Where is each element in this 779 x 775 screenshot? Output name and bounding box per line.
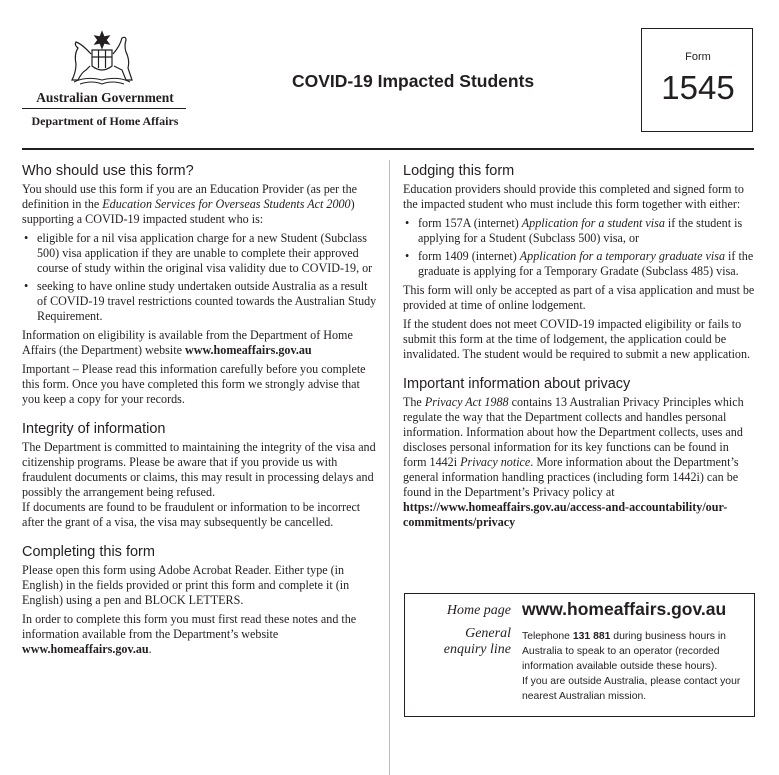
form-1409: form 1409 (internet) xyxy=(418,249,520,263)
lodging-heading: Lodging this form xyxy=(403,163,515,179)
completing-section xyxy=(22,544,378,657)
completing-p2-end: . xyxy=(148,642,152,656)
header-rule xyxy=(22,148,754,150)
website-link[interactable]: www.homeaffairs.gov.au xyxy=(184,343,312,357)
enquiry-label-line-1: General xyxy=(465,626,511,641)
privacy-policy-link[interactable]: https://www.homeaffairs.gov.au/access-and-accountability/our-commitments/privacy xyxy=(403,500,728,529)
privacy-act-reference: Privacy Act 1988 xyxy=(424,395,509,409)
who-intro-text: You should use this form if you are an Education Provider (as per the definition in the xyxy=(22,182,357,211)
privacy-section xyxy=(403,376,755,530)
home-page-link[interactable]: www.homeaffairs.gov.au xyxy=(522,599,727,619)
right-column xyxy=(403,163,755,534)
eligibility-text: Information on eligibility is available from the Department of Home Affairs (the Department) website xyxy=(22,328,353,357)
government-name: Australian Government xyxy=(36,90,174,105)
enquiry-line-label xyxy=(405,626,511,658)
form-157a: form 157A (internet) xyxy=(418,216,522,230)
telephone-number[interactable]: 131 881 xyxy=(572,631,611,642)
website-link-2[interactable]: www.homeaffairs.gov.au xyxy=(22,642,149,656)
integrity-p1: The Department is committed to maintaining the integrity of the visa and citizenship programs. Please be aware that if you provide us with fraudulent documents or claims, this may result in processing delays and possibly the arrangement being refused. xyxy=(22,440,376,499)
form-label: Form xyxy=(685,51,711,63)
enquiry-line-details xyxy=(522,629,750,704)
who-bullet-1: • eligible for a nil visa application charge for a new Student (Subclass 500) visa application if they are unable to complete their approved course of study within the original visa validity due to COVID-19, or xyxy=(22,231,378,276)
outside-australia-info: If you are outside Australia, please contact your nearest Australian mission. xyxy=(522,676,741,702)
government-divider xyxy=(22,108,186,109)
lodging-p3: If the student does not meet COVID-19 impacted eligibility or fails to submit this form at the time of lodgement, the application could be invalidated. The student would be required to submit a new application. xyxy=(403,317,751,361)
student-visa-application: Application for a student visa xyxy=(521,216,665,230)
telephone-hours: during business hours in Australia to speak to an operator (recorded information available outside these hours). xyxy=(522,631,726,672)
lodging-p2: This form will only be accepted as part of a visa application and must be provided at time of online lodgement. xyxy=(403,283,755,312)
form-title: COVID-19 Impacted Students xyxy=(292,71,535,91)
esos-act-reference: Education Services for Overseas Students Act 2000 xyxy=(102,197,351,211)
completing-p2 xyxy=(22,612,378,657)
home-page-label: Home page xyxy=(446,603,511,618)
form-number-box xyxy=(641,28,753,132)
lodging-bullet-2 xyxy=(403,249,755,279)
eligibility-info xyxy=(22,328,378,358)
privacy-text-c: . More information about the Department’s general information handling practices (including form 1442i) can be found in the Department’s Privacy policy at xyxy=(403,455,739,499)
form-number: 1545 xyxy=(661,69,735,106)
privacy-text-a: The xyxy=(403,395,425,409)
who-heading: Who should use this form? xyxy=(22,163,194,179)
privacy-heading: Important information about privacy xyxy=(403,376,631,392)
completing-p1: Please open this form using Adobe Acrobat Reader. Either type (in English) in the fields provided or print this form and complete it (in English) using a pen and BLOCK LETTERS. xyxy=(22,563,350,607)
privacy-text xyxy=(403,395,755,530)
privacy-text-b: contains 13 Australian Privacy Principles which regulate the way that the Department collects and handles personal information. Information about how the Department collects, uses and discloses personal information for its key functions can be found in form 1442i xyxy=(403,395,744,469)
coat-of-arms-icon xyxy=(62,30,142,88)
lodging-bullet-1 xyxy=(403,216,755,246)
completing-heading: Completing this form xyxy=(22,544,155,560)
telephone-label: Telephone xyxy=(522,631,573,642)
graduate-visa-application: Application for a temporary graduate visa xyxy=(519,249,726,263)
who-intro xyxy=(22,182,378,227)
lodging-bullet-2-end: if the graduate is applying for a Temporary Gradate (Subclass 485) visa. xyxy=(418,249,754,278)
privacy-notice-reference: Privacy notice xyxy=(460,455,531,469)
contact-box xyxy=(404,593,755,717)
left-column xyxy=(22,163,378,661)
lodging-section xyxy=(403,163,755,362)
who-section xyxy=(22,163,378,407)
telephone-info xyxy=(522,629,750,674)
completing-p2-text: In order to complete this form you must first read these notes and the information available from the Department’s website xyxy=(22,612,357,641)
who-intro-text-end: ) supporting a COVID-19 impacted student who is: xyxy=(22,197,355,226)
lodging-bullet-1-end: if the student is applying for a Student (Subclass 500) visa, or xyxy=(418,216,743,245)
lodging-bullet-list xyxy=(403,216,755,279)
enquiry-label-line-2: enquiry line xyxy=(443,642,511,657)
integrity-p2: If documents are found to be fraudulent or information to be incorrect after the grant of a visa, the visa may subsequently be cancelled. xyxy=(22,500,361,529)
integrity-section xyxy=(22,421,378,530)
department-name: Department of Home Affairs xyxy=(31,114,179,128)
important-note: Important – Please read this information carefully before you complete this form. Once you have completed this form we strongly advise that you keep a copy for your records. xyxy=(22,362,366,406)
column-divider xyxy=(389,160,390,775)
lodging-p1: Education providers should provide this completed and signed form to the impacted student who must include this form together with either: xyxy=(403,182,744,211)
integrity-heading: Integrity of information xyxy=(22,421,166,437)
who-bullet-2: • seeking to have online study undertaken outside Australia as a result of COVID-19 travel restrictions counted towards the Australian Study Requirement. xyxy=(22,279,378,324)
who-bullet-list xyxy=(22,231,378,324)
